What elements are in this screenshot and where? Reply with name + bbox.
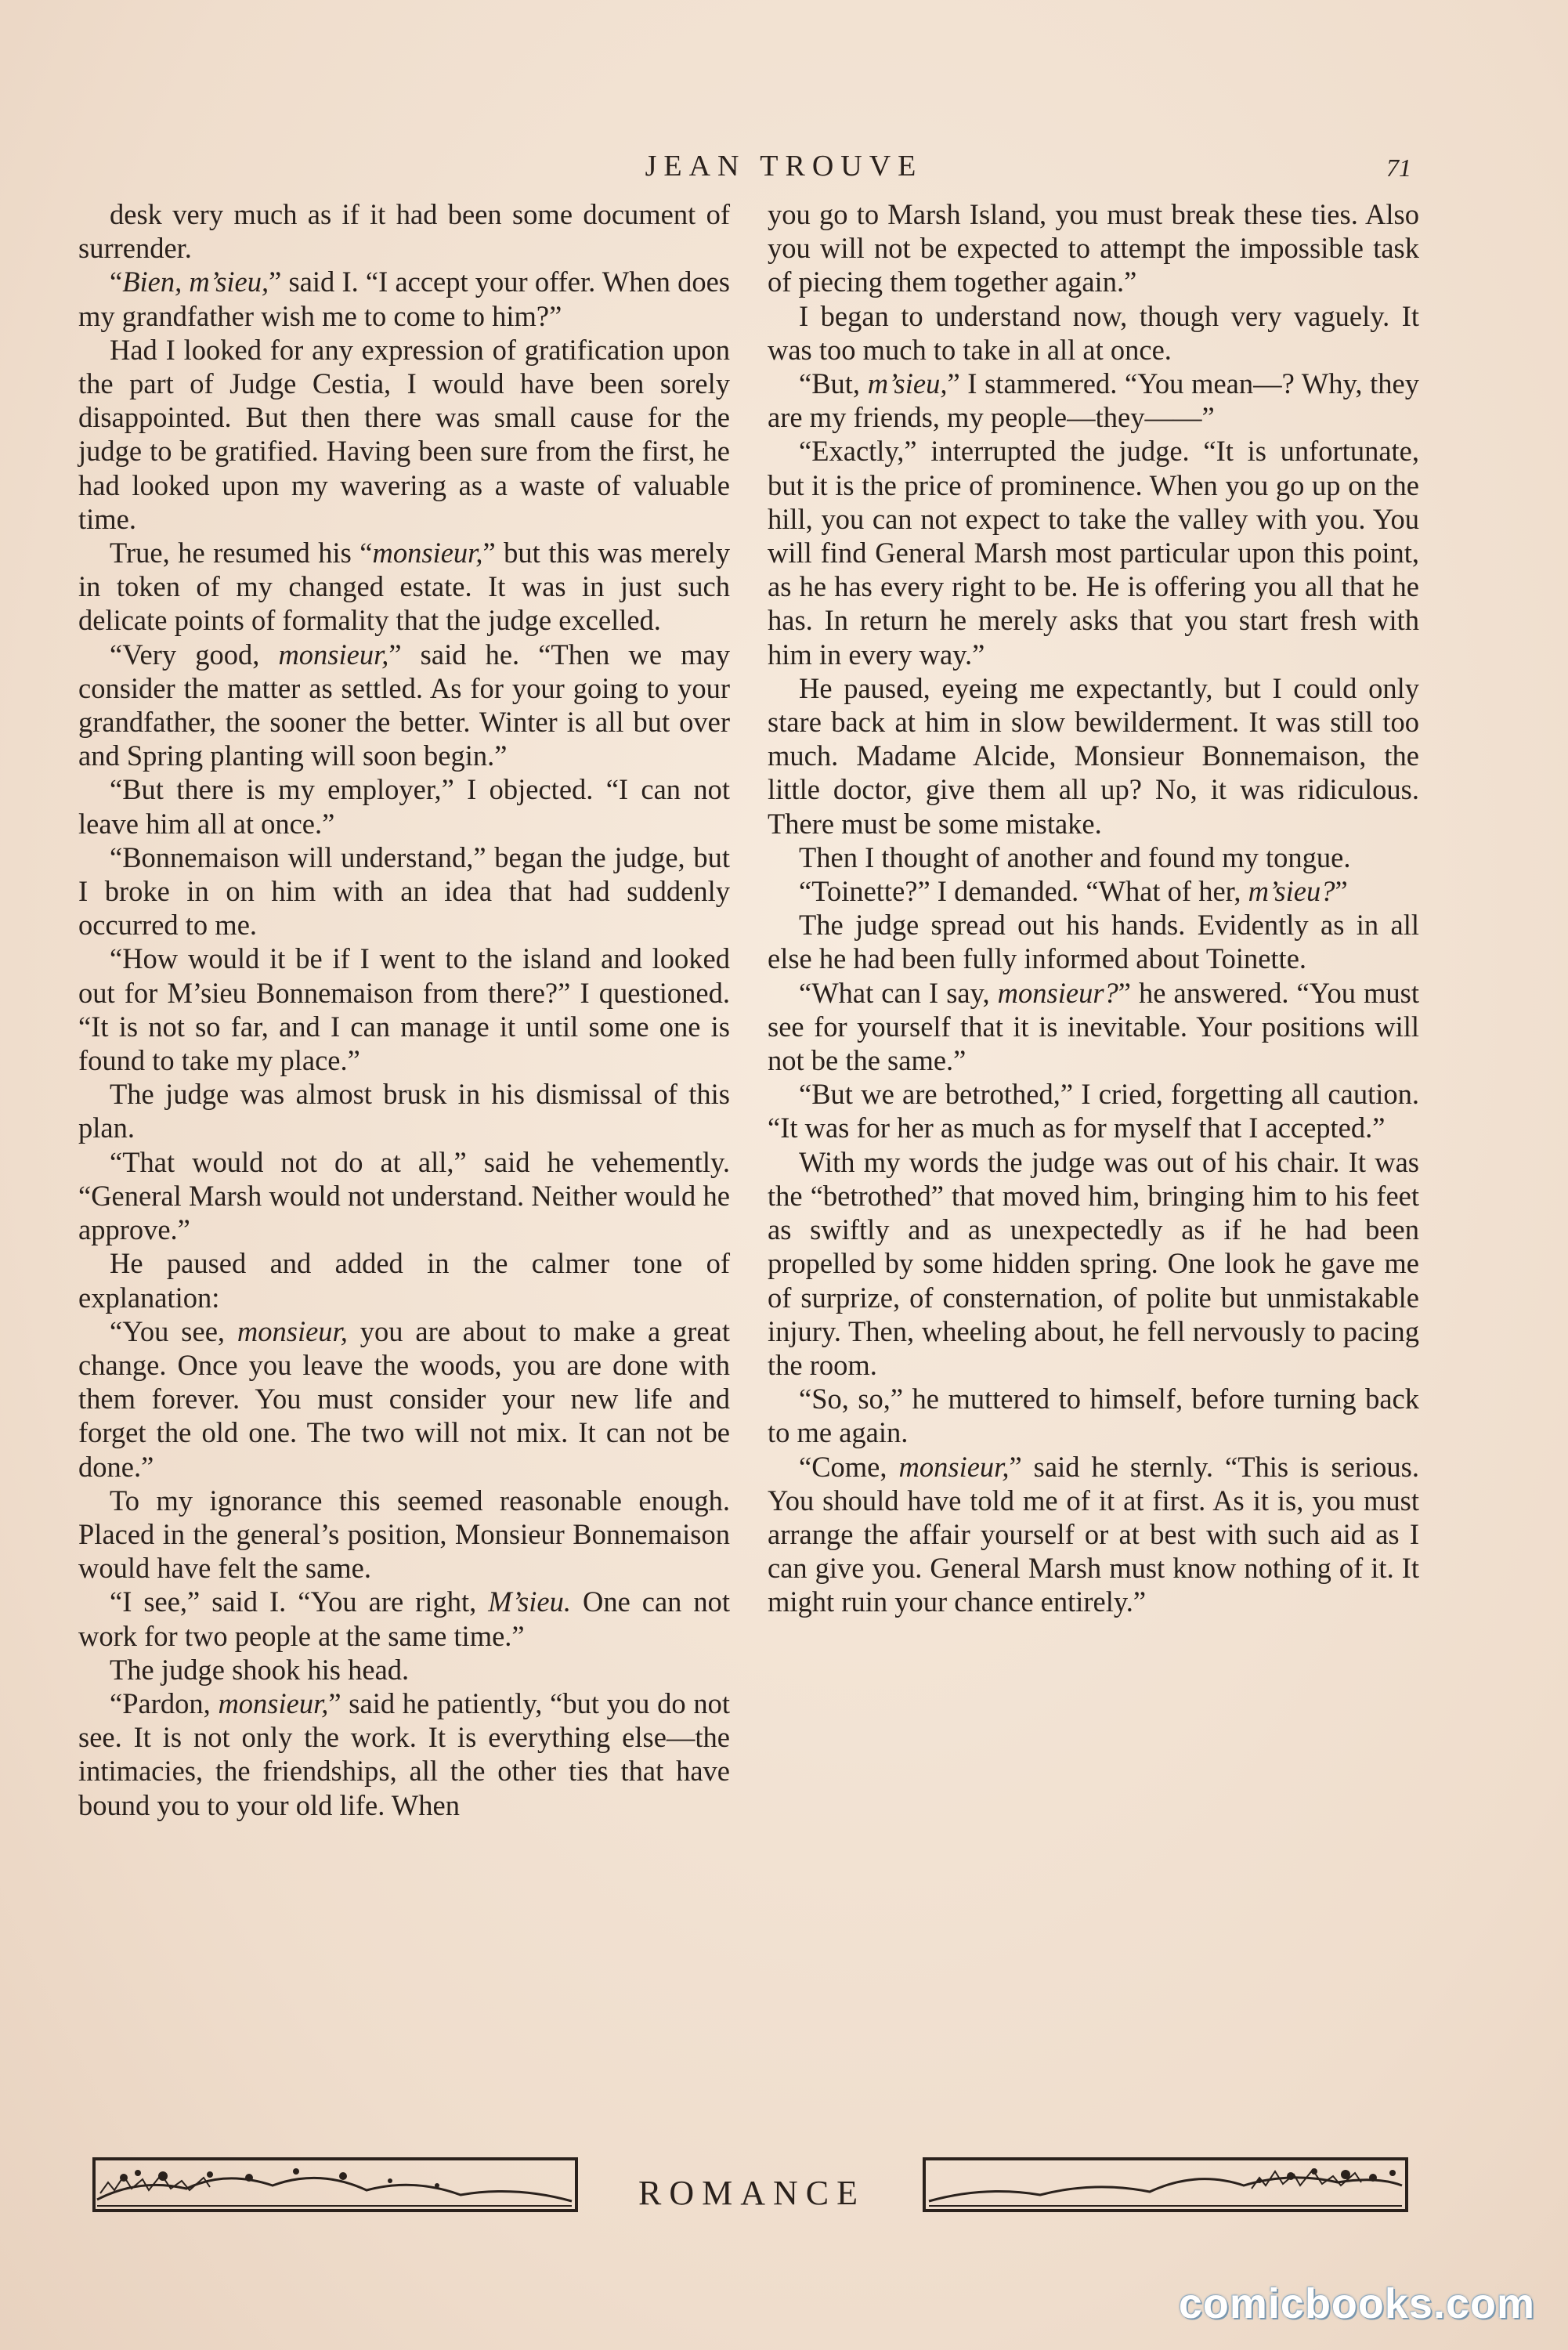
paragraph [768, 1382, 1419, 1449]
text-run: ” said I. “I accept your offer. When does my grandfather wish me to come to him?” [78, 266, 730, 332]
landscape-ornament-right [923, 2154, 1408, 2217]
paragraph [78, 1246, 730, 1314]
paragraph [768, 908, 1419, 975]
text-run: The judge was almost brusk in his dismissal of this plan. [78, 1078, 730, 1144]
text-run: you are about to make a great change. Once you leave the woods, you are done with them forever. You must consider your new life and forget the old one. The two will not mix. It can not be done.” [78, 1314, 730, 1483]
italic-text: monsieur, [237, 1314, 348, 1347]
text-run: ” he answered. “You must see for yourself that it is inevitable. Your positions will not be the same.” [768, 976, 1419, 1077]
paragraph [78, 1653, 730, 1687]
italic-text: monsieur, [372, 537, 483, 569]
text-run: The judge shook his head. [110, 1653, 410, 1686]
paragraph [78, 1077, 730, 1144]
text-run: He paused, eyeing me expectantly, but I could only stare back at him in slow bewilderment. It was still too much. Madame Alcide, Monsieur Bonnemaison, the little doctor, give them all up? No, it was ridiculous. There must be some mistake. [768, 671, 1419, 840]
left-text-column [78, 197, 730, 1822]
paragraph [78, 841, 730, 942]
text-run: The judge spread out his hands. Evidently as in all else he had been fully informed about Toinette. [768, 909, 1419, 975]
paragraph [768, 1450, 1419, 1619]
text-run: “Bonnemaison will understand,” began the judge, but I broke in on him with an idea that had suddenly occurred to me. [78, 841, 730, 942]
paragraph [768, 367, 1419, 434]
text-run: “So, so,” he muttered to himself, before turning back to me again. [768, 1383, 1419, 1449]
italic-text: monsieur? [997, 976, 1118, 1009]
paragraph [768, 299, 1419, 367]
text-run: “Come, [799, 1450, 899, 1483]
text-run: I began to understand now, though very vaguely. It was too much to take in all at once. [768, 299, 1419, 366]
text-run: “How would it be if I went to the island and looked out for M’sieu Bonnemaison from there?” I questioned. “It is not so far, and I can manage it until some one is found to take my place.” [78, 942, 730, 1077]
text-run: “You see, [110, 1314, 237, 1347]
text-run: Had I looked for any expression of gratification upon the part of Judge Cestia, I would have been sorely disappointed. But then there was small cause for the judge to be gratified. Having been sure from the first, he had looked upon my wavering as a waste of valuable time. [78, 333, 730, 535]
text-run: True, he resumed his “ [110, 537, 373, 569]
paragraph [78, 772, 730, 840]
text-run: ” said he. “Then we may consider the matter as settled. As for your going to your grandfather, the sooner the better. Winter is all but over and Spring planting will soon begin.” [78, 638, 731, 772]
paragraph [768, 874, 1419, 908]
text-run: ” said he patiently, “but you do not see. It is not only the work. It is everything else—the intimacies, the friendships, all the other ties that have bound you to your old life. When [78, 1687, 730, 1821]
italic-text: monsieur, [218, 1687, 329, 1719]
paragraph [78, 333, 730, 536]
text-run: “I see,” said I. “You are right, [110, 1585, 489, 1618]
paragraph [78, 197, 730, 265]
text-run: “Exactly,” interrupted the judge. “It is unfortunate, but it is the price of prominence. When you go up on the hill, you can not expect to take the valley with you. You will find General Marsh most particular upon this point, as he has every right to be. He is offering you all that he has. In return he merely asks that you start fresh with him in every way.” [768, 435, 1419, 671]
running-head [0, 149, 1568, 193]
right-text-column [768, 197, 1419, 1619]
paragraph [78, 638, 730, 773]
text-run: “But we are betrothed,” I cried, forgetting all caution. “It was for her as much as for myself that I accepted.” [768, 1078, 1419, 1144]
paragraph [768, 671, 1419, 841]
footer-label: ROMANCE [638, 2174, 866, 2212]
paragraph [768, 1145, 1419, 1382]
text-run: “Pardon, [110, 1687, 219, 1719]
text-run: “Very good, [110, 638, 279, 671]
italic-text: m’sieu? [1248, 875, 1335, 908]
italic-text: monsieur, [898, 1450, 1010, 1483]
text-run: He paused and added in the calmer tone of explanation: [78, 1247, 730, 1314]
paragraph [78, 265, 730, 332]
paragraph [78, 1145, 730, 1247]
paragraph [78, 536, 730, 638]
text-run: “But, [799, 367, 868, 400]
text-run: Then I thought of another and found my tongue. [799, 841, 1351, 873]
text-run: With my words the judge was out of his chair. It was the “betrothed” that moved him, bringing him to his feet as swiftly and as unexpectedly as if he had been propelled by some hidden spring. One look he gave me of surprize, of consternation, of polite but unmistakable injury. Then, wheeling about, he fell nervously to pacing the room. [768, 1145, 1419, 1381]
italic-text: Bien, m’sieu, [122, 266, 269, 298]
text-run: To my ignorance this seemed reasonable enough. Placed in the general’s position, Monsieur Bonnemaison would have felt the same. [78, 1484, 730, 1585]
text-run: “But there is my employer,” I objected. “I can not leave him all at once.” [78, 773, 730, 840]
paragraph [768, 1077, 1419, 1144]
text-run: “What can I say, [799, 976, 998, 1009]
paragraph [78, 1687, 730, 1822]
paragraph [768, 976, 1419, 1078]
watermark: comicbooks.com [1178, 2280, 1535, 2327]
text-run: One can not work for two people at the same time.” [78, 1585, 731, 1652]
text-run: “That would not do at all,” said he vehemently. “General Marsh would not understand. Neither would he approve.” [78, 1145, 730, 1246]
text-run: desk very much as if it had been some document of surrender. [78, 198, 730, 265]
paragraph [78, 1484, 730, 1585]
paragraph [768, 434, 1419, 671]
paragraph [768, 841, 1419, 874]
paragraph [78, 1585, 730, 1652]
page-number: 71 [1386, 154, 1411, 182]
landscape-ornament-left [92, 2154, 578, 2217]
text-run: ” [1335, 875, 1348, 908]
text-run: ” I stammered. “You mean—? Why, they are my friends, my people—they——” [768, 367, 1419, 434]
italic-text: m’sieu, [867, 367, 948, 400]
italic-text: monsieur, [278, 638, 389, 671]
running-title: JEAN TROUVE [645, 150, 923, 183]
paragraph [78, 942, 730, 1077]
paragraph [78, 1314, 730, 1484]
text-run: ” but this was merely in token of my changed estate. It was in just such delicate points of formality that the judge excelled. [78, 537, 730, 637]
text-run: ” said he sternly. “This is serious. You should have told me of it at first. As it is, you must arrange the affair yourself or at best with such aid as I can give you. General Marsh must know nothing of it. It might ruin your chance entirely.” [768, 1450, 1419, 1618]
page-footer [0, 2154, 1568, 2217]
text-run: you go to Marsh Island, you must break these ties. Also you will not be expected to attempt the impossible task of piecing them together again.” [768, 198, 1419, 298]
paragraph [768, 197, 1419, 299]
text-run: “Toinette?” I demanded. “What of her, [799, 875, 1248, 908]
italic-text: M’sieu. [488, 1585, 571, 1618]
text-run: “ [110, 266, 123, 298]
